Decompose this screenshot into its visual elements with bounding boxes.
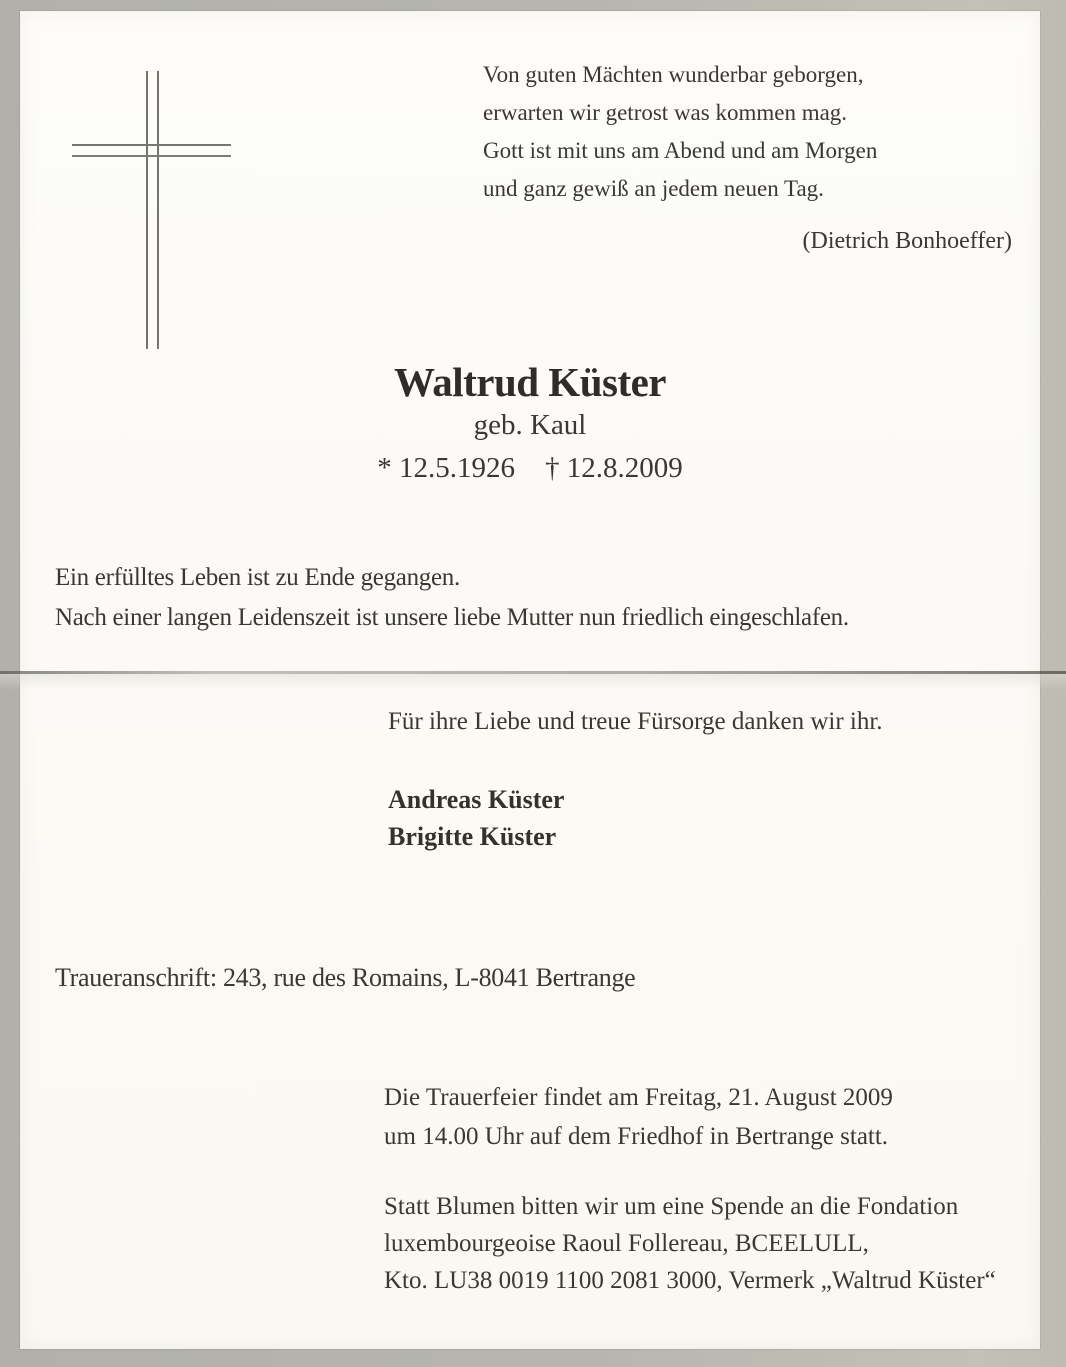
- announcement-line: Ein erfülltes Leben ist zu Ende gegangen.: [55, 564, 460, 591]
- donation-line: Statt Blumen bitten wir um eine Spende an die Fondation: [384, 1193, 959, 1220]
- mourner-name: Brigitte Küster: [388, 822, 557, 851]
- announcement-text: [55, 558, 849, 638]
- announcement-line: Nach einer langen Leidenszeit ist unsere liebe Mutter nun friedlich eingeschlafen.: [55, 604, 849, 631]
- cross-vertical-bar: [146, 71, 159, 349]
- funeral-details: [384, 1078, 893, 1156]
- fold-crease-shadow: [0, 674, 1066, 690]
- quote-attribution: (Dietrich Bonhoeffer): [802, 228, 1012, 254]
- quote-line: und ganz gewiß an jedem neuen Tag.: [483, 176, 824, 201]
- opening-quote: [483, 56, 877, 208]
- cross-horizontal-bar: [72, 144, 231, 157]
- funeral-line: um 14.00 Uhr auf dem Friedhof in Bertrange statt.: [384, 1123, 889, 1150]
- birth-date: * 12.5.1926: [377, 452, 515, 484]
- quote-line: Gott ist mit uns am Abend und am Morgen: [483, 138, 878, 163]
- mourning-address: Traueranschrift: 243, rue des Romains, L-8041 Bertrange: [55, 963, 636, 992]
- life-dates: [20, 452, 1040, 485]
- maiden-name: geb. Kaul: [473, 409, 587, 441]
- thanks-line: Für ihre Liebe und treue Fürsorge danken wir ihr.: [388, 708, 883, 735]
- death-date: † 12.8.2009: [545, 452, 683, 484]
- mourners-list: [388, 781, 564, 855]
- funeral-line: Die Trauerfeier findet am Freitag, 21. August 2009: [384, 1084, 893, 1111]
- donation-line: Kto. LU38 0019 1100 2081 3000, Vermerk „Waltrud Küster“: [384, 1267, 996, 1294]
- mourner-name: Andreas Küster: [388, 785, 565, 814]
- donation-details: [384, 1188, 996, 1299]
- deceased-name: Waltrud Küster: [393, 359, 667, 405]
- quote-line: erwarten wir getrost was kommen mag.: [483, 100, 848, 125]
- donation-line: luxembourgeoise Raoul Follereau, BCEELULL,: [384, 1230, 869, 1257]
- quote-line: Von guten Mächten wunderbar geborgen,: [483, 62, 864, 87]
